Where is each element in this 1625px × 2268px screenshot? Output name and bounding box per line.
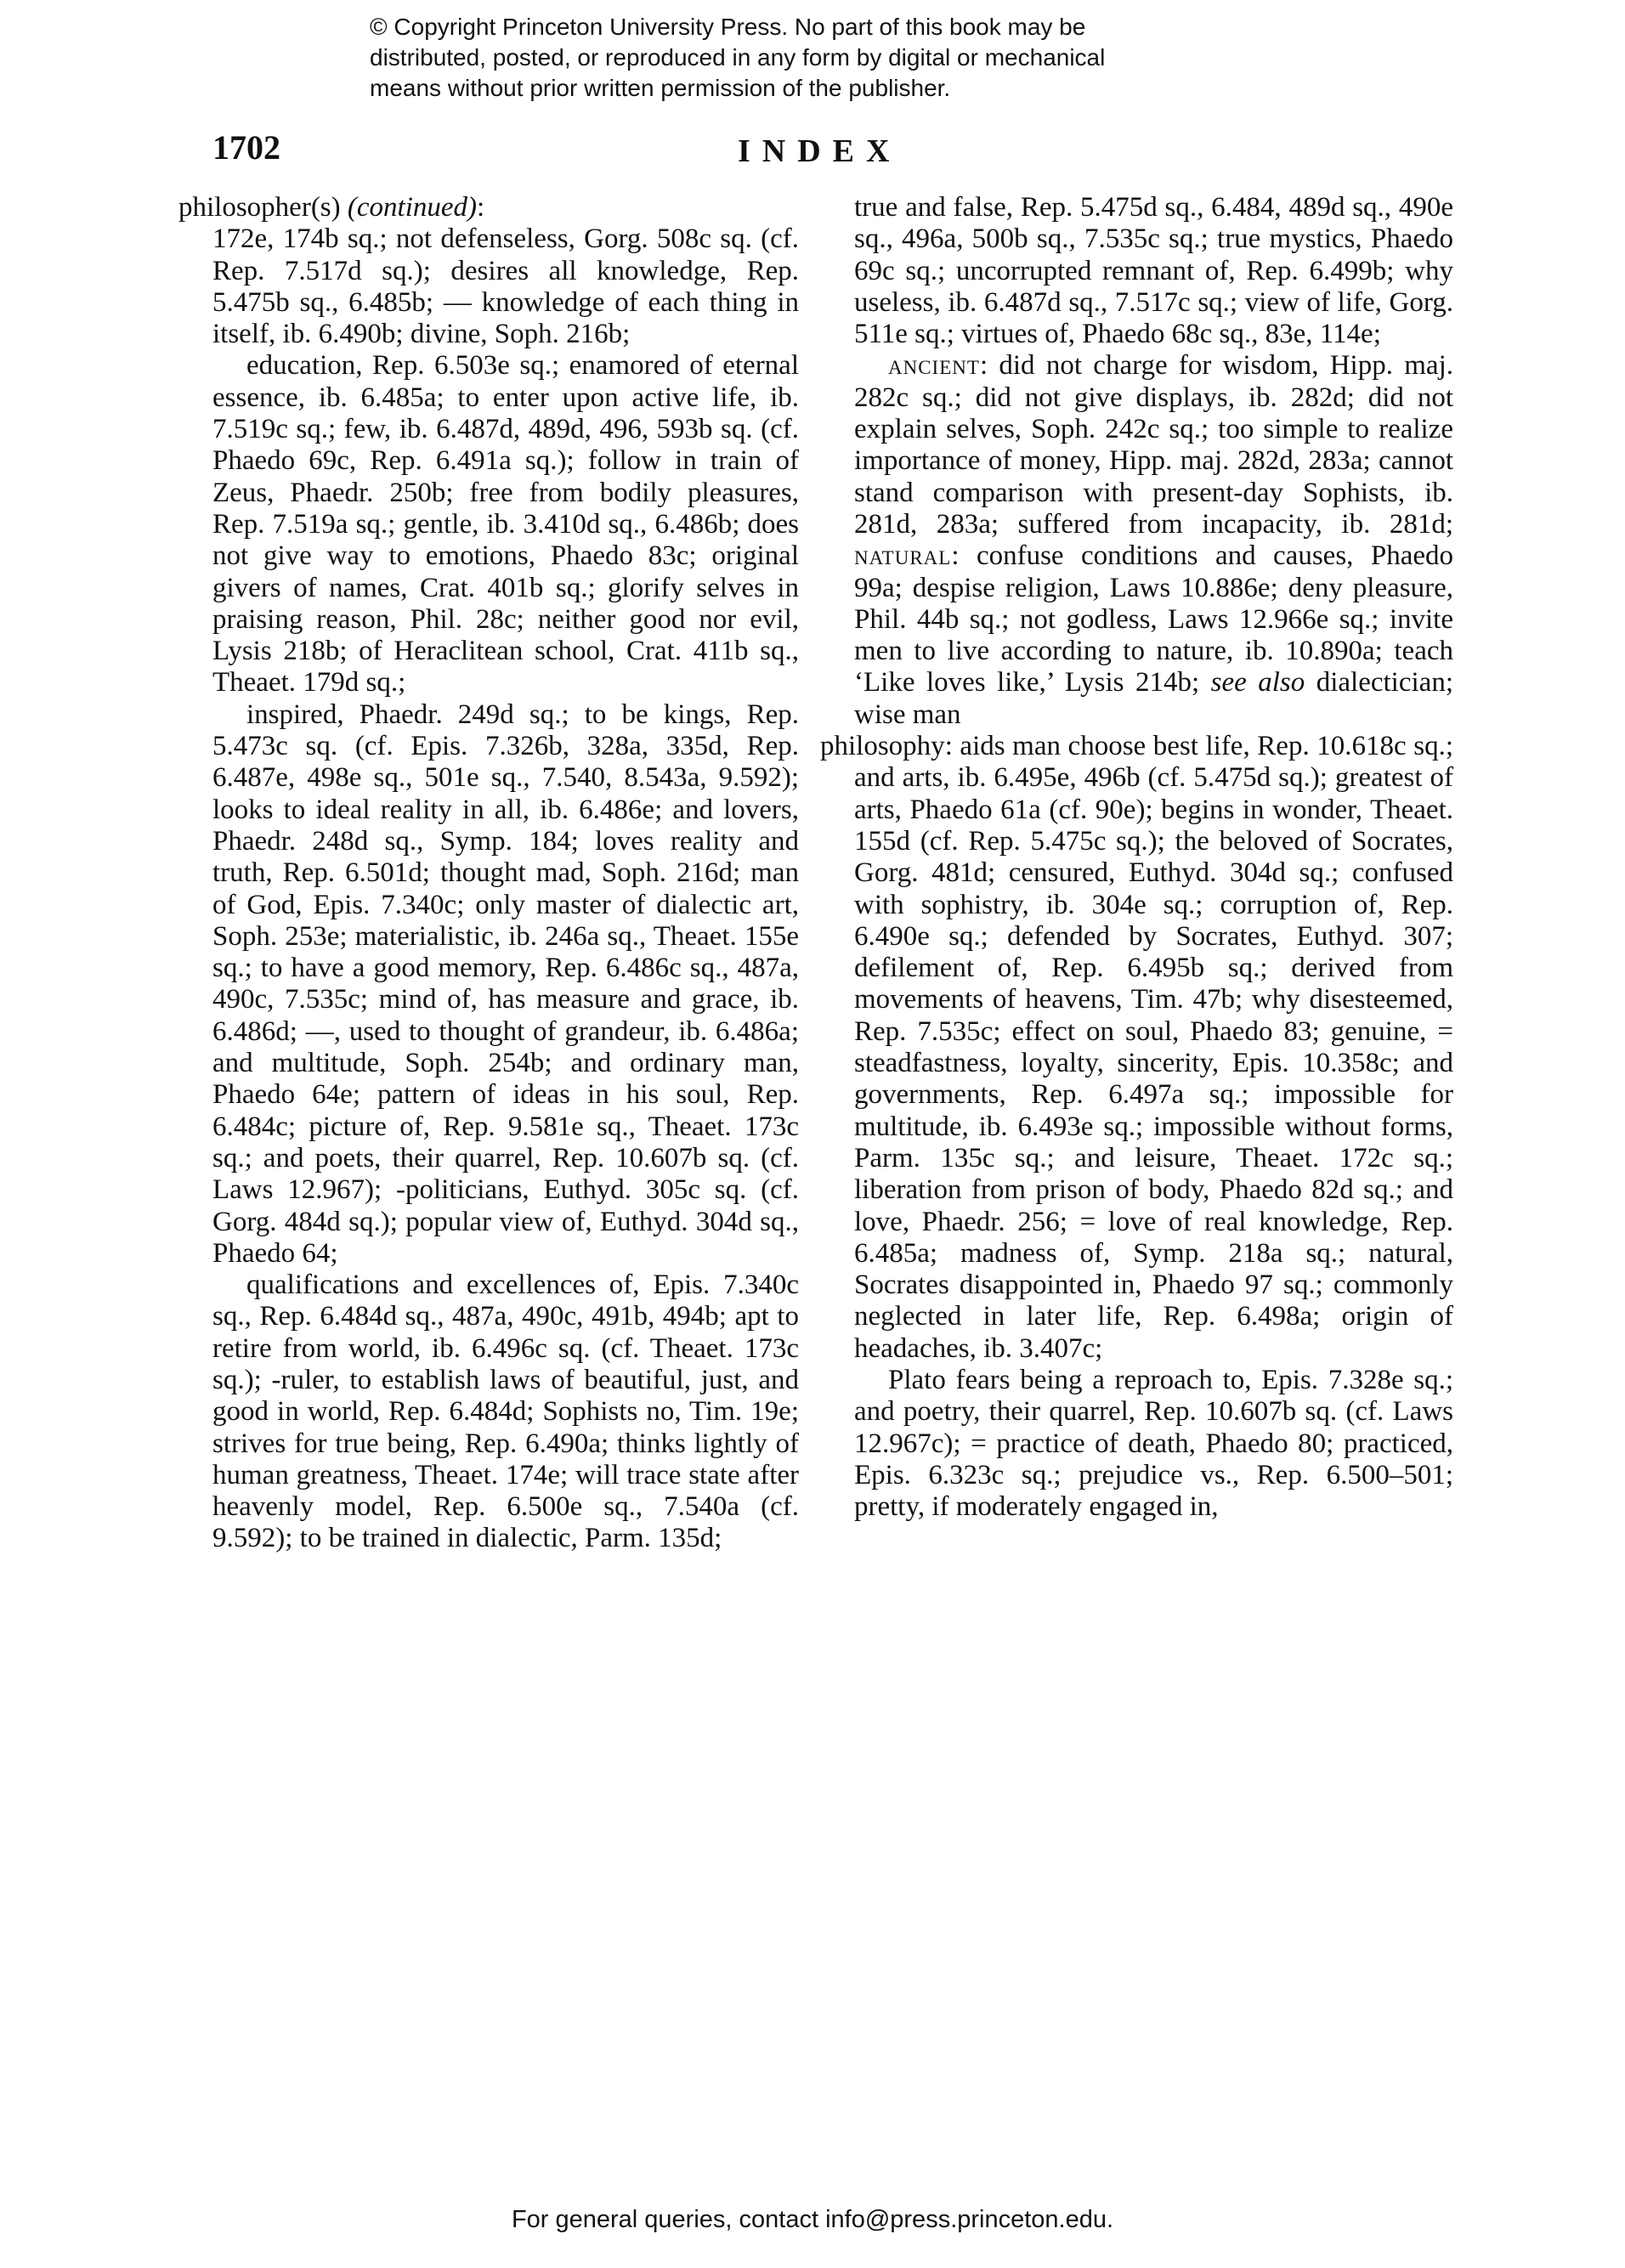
heading-colon: : xyxy=(477,192,485,223)
ancient-text: : did not charge for wisdom, Hipp. maj. 282c sq.; did not give displays, ib. 282d; did not explain selves, Soph. 242c sq.; too simple to realize importance of money, Hipp. maj. 282d, 283a; cannot stand comparison with present-day Sophists, ib. 281d, 283a; suffered from incapacity, ib. 281d; xyxy=(854,350,1453,540)
entry-text: : aids man choose best life, Rep. 10.618c sq.; and arts, ib. 6.495e, 496b (cf. 5.475d sq.); greatest of arts, Phaedo 61a (cf. 90e); begins in wonder, Theaet. 155d (cf. Rep. 5.475c sq.); the beloved of Socrates, Gorg. 481d; censured, Euthyd. 304d sq.; confused with sophistry, ib. 304e sq.; corruption of, Rep. 6.490e sq.; defended by Socrates, Euthyd. 307; defilement of, Rep. 6.495b sq.; derived from movements of heavens, Tim. 47b; why disesteemed, Rep. 7.535c; effect on soul, Phaedo 83; genuine, = steadfastness, loyalty, sincerity, Epis. 10.358c; and governments, Rep. 6.497a sq.; impossible for multitude, ib. 6.493e sq.; impossible without forms, Parm. 135c sq.; and leisure, Theaet. 172c sq.; liberation from prison of body, Phaedo 82d sq.; and love, Phaedr. 256; = love of real knowledge, Rep. 6.485a; madness of, Symp. 218a sq.; natural, Socrates disappointed in, Phaedo 97 sq.; commonly neglected in later life, Rep. 6.498a; origin of headaches, ib. 3.407c; xyxy=(854,731,1453,1364)
copyright-line-1: © Copyright Princeton University Press. No part of this book may be xyxy=(370,14,1086,40)
index-paragraph: Plato fears being a reproach to, Epis. 7.328e sq.; and poetry, their quarrel, Rep. 10.607b sq. (cf. Laws 12.967c); = practice of death, Phaedo 80; practiced, Epis. 6.323c sq.; prejudice vs., Rep. 6.500–501; pretty, if moderately engaged in, xyxy=(854,1364,1453,1523)
copyright-line-2: distributed, posted, or reproduced in any form by digital or mechanical xyxy=(370,44,1106,71)
entry-term: philosophy xyxy=(820,731,945,762)
index-paragraph: qualifications and excellences of, Epis. 7.340c sq., Rep. 6.484d sq., 487a, 490c, 491b, 494b; apt to retire from world, ib. 6.496c sq. (cf. Theaet. 173c sq.); -ruler, to establish laws of beautiful, just, and good in world, Rep. 6.484d; Sophists no, Tim. 19e; strives for true being, Rep. 6.490a; thinks lightly of human greatness, Theaet. 174e; will trace state after heavenly model, Rep. 6.500e sq., 7.540a (cf. 9.592); to be trained in dialectic, Parm. 135d; xyxy=(212,1270,799,1554)
index-entry-philosophy xyxy=(820,731,1453,1365)
index-paragraph-ancient xyxy=(854,350,1453,731)
natural-text: : confuse conditions and causes, Phaedo 99a; despise religion, Laws 10.886e; deny pleasure, Phil. 44b sq.; not godless, Laws 12.966e sq.; invite men to live according to nature, ib. 10.890a; teach ‘Like loves like,’ Lysis 214b; xyxy=(854,540,1453,698)
see-also-label: see also xyxy=(1210,667,1305,698)
page-number: 1702 xyxy=(212,128,280,167)
see-also-targets: dialectician; wise man xyxy=(854,667,1453,730)
index-paragraph: inspired, Phaedr. 249d sq.; to be kings, Rep. 5.473c sq. (cf. Epis. 7.326b, 328a, 335d, Rep. 6.487e, 498e sq., 501e sq., 7.540, 8.543a, 9.592); looks to ideal reality in all, ib. 6.486e; and lovers, Phaedr. 248d sq., Symp. 184; loves reality and truth, Rep. 6.501d; thought mad, Soph. 216d; man of God, Epis. 7.340c; only master of dialectic art, Soph. 253e; materialistic, ib. 246a sq., Theaet. 155e sq.; to have a good memory, Rep. 6.486c sq., 487a, 490c, 7.535c; mind of, has measure and grace, ib. 6.486d; —, used to thought of grandeur, ib. 6.486a; and multitude, Soph. 254b; and ordinary man, Phaedo 64e; pattern of ideas in his soul, Rep. 6.484c; picture of, Rep. 9.581e sq., Theaet. 173c sq.; and poets, their quarrel, Rep. 10.607b sq. (cf. Laws 12.967); -politicians, Euthyd. 305c sq. (cf. Gorg. 484d sq.); popular view of, Euthyd. 304d sq., Phaedo 64; xyxy=(212,698,799,1269)
index-paragraph: 172e, 174b sq.; not defenseless, Gorg. 508c sq. (cf. Rep. 7.517d sq.); desires all knowledge, Rep. 5.475b sq., 6.485b; — knowledge of each thing in itself, ib. 6.490b; divine, Soph. 216b; xyxy=(212,223,799,350)
continued-label: (continued) xyxy=(347,192,477,223)
copyright-notice xyxy=(370,12,1220,104)
entry-term: philosopher(s) xyxy=(178,192,348,223)
subhead-natural: natural xyxy=(854,540,952,572)
copyright-line-3: means without prior written permission of the publisher. xyxy=(370,75,951,101)
subhead-ancient: ancient xyxy=(888,350,980,382)
footer-contact: For general queries, contact info@press.princeton.edu. xyxy=(511,2206,1114,2233)
running-head: INDEX xyxy=(738,133,902,169)
index-column-left xyxy=(178,192,799,1555)
index-column-right xyxy=(820,192,1453,1523)
index-paragraph: education, Rep. 6.503e sq.; enamored of eternal essence, ib. 6.485a; to enter upon active life, ib. 7.519c sq.; few, ib. 6.487d, 489d, 496, 593b sq. (cf. Phaedo 69c, Rep. 6.491a sq.); follow in train of Zeus, Phaedr. 250b; free from bodily pleasures, Rep. 7.519a sq.; gentle, ib. 3.410d sq., 6.486b; does not give way to emotions, Phaedo 83c; original givers of names, Crat. 401b sq.; glorify selves in praising reason, Phil. 28c; neither good nor evil, Lysis 218b; of Heraclitean school, Crat. 411b sq., Theaet. 179d sq.; xyxy=(212,350,799,698)
index-entry-heading xyxy=(178,192,799,223)
index-paragraph: true and false, Rep. 5.475d sq., 6.484, 489d sq., 490e sq., 496a, 500b sq., 7.535c sq.; true mystics, Phaedo 69c sq.; uncorrupted remnant of, Rep. 6.499b; why useless, ib. 6.487d sq., 7.517c sq.; view of life, Gorg. 511e sq.; virtues of, Phaedo 68c sq., 83e, 114e; xyxy=(854,192,1453,350)
